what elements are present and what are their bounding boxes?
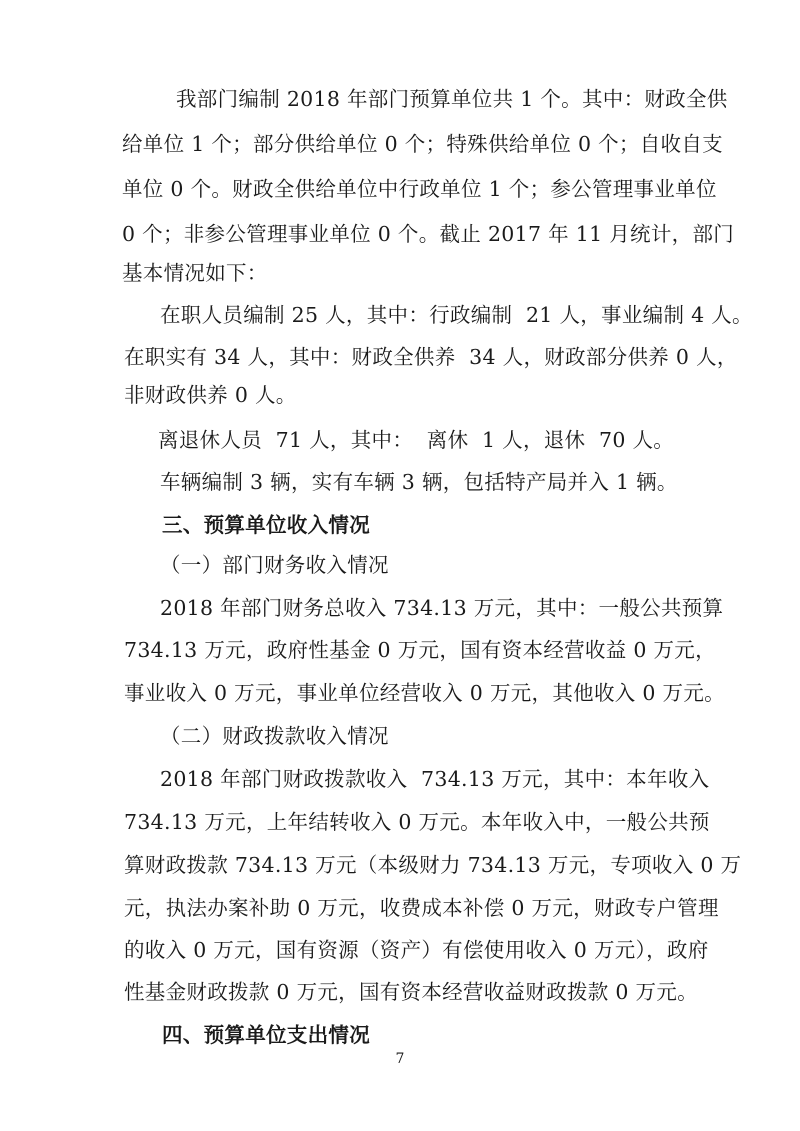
text-line: 车辆编制 3 辆，实有车辆 3 辆，包括特产局并入 1 辆。 — [160, 470, 678, 494]
subsection-heading: （二）财政拨款收入情况 — [160, 724, 389, 748]
text-line: 我部门编制 2018 年部门预算单位共 1 个。其中：财政全供 — [176, 87, 728, 111]
text-line: 734.13 万元，政府性基金 0 万元，国有资本经营收益 0 万元， — [124, 638, 716, 662]
text-line: 单位 0 个。财政全供给单位中行政单位 1 个；参公管理事业单位 — [122, 177, 717, 201]
text-line: 非财政供养 0 人。 — [124, 383, 297, 407]
text-line: 734.13 万元，上年结转收入 0 万元。本年收入中，一般公共预 — [124, 810, 710, 834]
text-line: 的收入 0 万元，国有资源（资产）有偿使用收入 0 万元），政府 — [124, 938, 709, 962]
section-heading: 四、预算单位支出情况 — [162, 1023, 370, 1047]
text-line: 基本情况如下： — [122, 261, 268, 285]
text-line: 算财政拨款 734.13 万元（本级财力 734.13 万元，专项收入 0 万 — [124, 853, 742, 877]
text-line: 离退休人员 71 人，其中： 离休 1 人，退休 70 人。 — [158, 428, 675, 452]
section-heading: 三、预算单位收入情况 — [162, 513, 370, 537]
text-line: 2018 年部门财政拨款收入 734.13 万元，其中：本年收入 — [160, 767, 710, 791]
text-line: 在职人员编制 25 人，其中：行政编制 21 人，事业编制 4 人。 — [160, 303, 753, 327]
text-line: 0 个；非参公管理事业单位 0 个。截止 2017 年 11 月统计，部门 — [122, 222, 735, 246]
text-line: 在职实有 34 人，其中：财政全供养 34 人，财政部分供养 0 人， — [124, 345, 738, 369]
text-line: 元，执法办案补助 0 万元，收费成本补偿 0 万元，财政专户管理 — [124, 896, 719, 920]
page-number: 7 — [395, 1051, 405, 1067]
text-line: 性基金财政拨款 0 万元，国有资本经营收益财政拨款 0 万元。 — [124, 980, 698, 1004]
text-line: 给单位 1 个；部分供给单位 0 个；特殊供给单位 0 个；自收自支 — [122, 132, 723, 156]
subsection-heading: （一）部门财务收入情况 — [160, 553, 389, 577]
text-line: 事业收入 0 万元，事业单位经营收入 0 万元，其他收入 0 万元。 — [124, 681, 725, 705]
text-line: 2018 年部门财务总收入 734.13 万元，其中：一般公共预算 — [160, 596, 724, 620]
